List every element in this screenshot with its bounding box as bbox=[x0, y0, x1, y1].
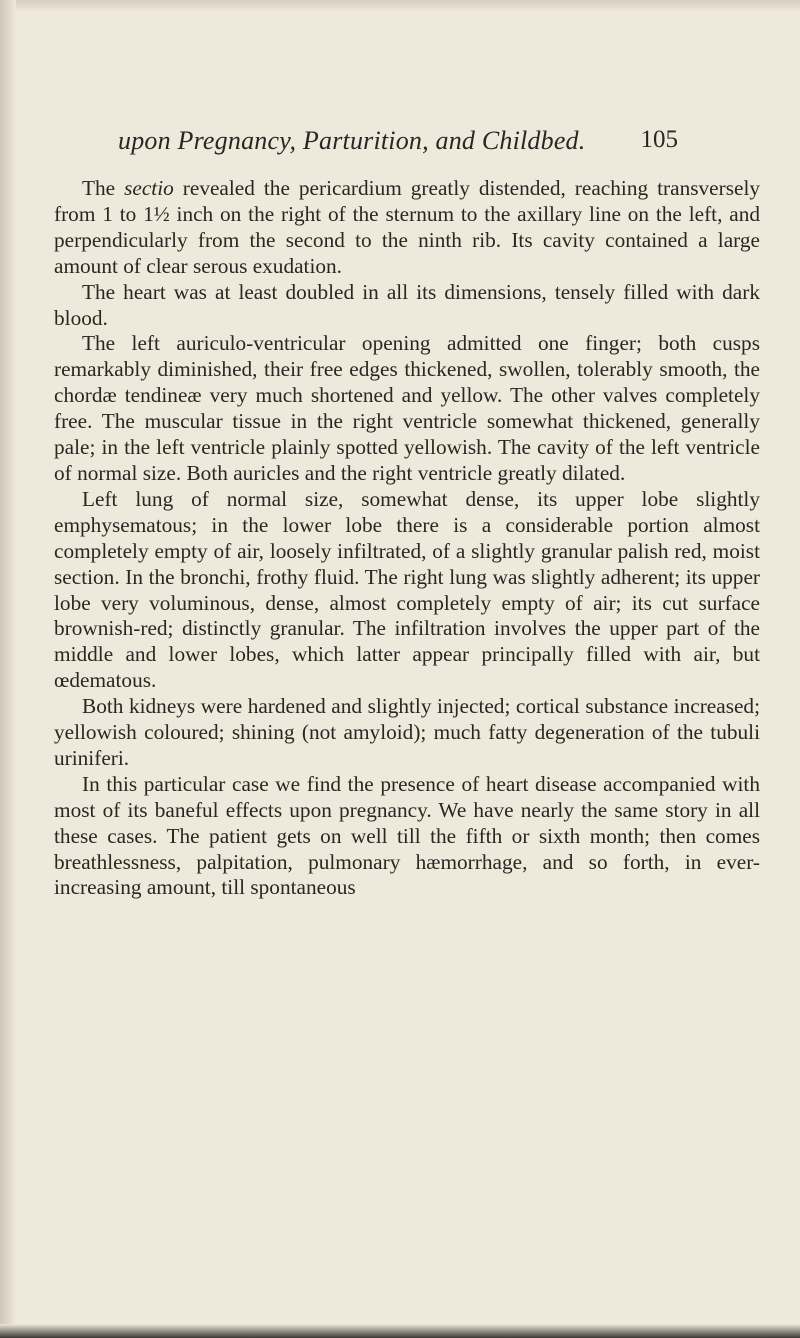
paragraph-valves: The left auriculo-ventricular opening admitted one finger; both cusps remarkably diminished, their free edges thickened, swollen, tolerably smooth, the chordæ tendineæ very much shortened and yellow. The other valves completely free. The muscular tissue in the right ventricle somewhat thickened, generally pale; in the left ventricle plainly spotted yellowish. The cavity of the left ventricle of normal size. Both auricles and the right ventricle greatly dilated. bbox=[54, 331, 760, 485]
paragraph-sectio bbox=[54, 176, 760, 280]
italic-term: sectio bbox=[124, 176, 174, 200]
paragraph-heart: The heart was at least doubled in all its dimensions, tensely filled with dark blood. bbox=[54, 279, 760, 330]
paragraph-rest: revealed the pericardium greatly distended, reaching transversely from 1 to 1½ inch on the right of the sternum to the axillary line on the left, and perpendicularly from the second to the ninth rib. Its cavity contained a large amount of clear serous exudation. bbox=[54, 176, 761, 278]
page-header bbox=[118, 126, 678, 160]
paragraph-lead: The bbox=[82, 176, 125, 200]
page-gutter-shadow bbox=[0, 0, 16, 1338]
paragraph-kidneys: Both kidneys were hardened and slightly injected; cortical substance increased; yellowish coloured; shining (not amyloid); much fatty degeneration of the tubuli uriniferi. bbox=[54, 694, 760, 770]
running-title: upon Pregnancy, Parturition, and Childbed. bbox=[118, 126, 586, 155]
body-text bbox=[54, 176, 760, 901]
page-top-shadow bbox=[0, 0, 800, 12]
page-bottom-edge bbox=[0, 1324, 800, 1338]
paragraph-conclusion: In this particular case we find the presence of heart disease accompanied with most of its baneful effects upon pregnancy. We have nearly the same story in all these cases. The patient gets on well till the fifth or sixth month; then comes breathlessness, palpitation, pulmonary hæmorrhage, and so forth, in ever-increasing amount, till spontaneous bbox=[54, 771, 760, 900]
page-number: 105 bbox=[640, 126, 678, 153]
paragraph-lungs: Left lung of normal size, somewhat dense, its upper lobe slightly emphysematous; in the lower lobe there is a considerable portion almost completely empty of air, loosely infiltrated, of a slightly granular palish red, moist section. In the bronchi, frothy fluid. The right lung was slightly adherent; its upper lobe very voluminous, dense, almost completely empty of air; its cut surface brownish-red; distinctly granular. The infiltration involves the upper part of the middle and lower lobes, which latter appear principally filled with air, but œdematous. bbox=[54, 486, 760, 693]
